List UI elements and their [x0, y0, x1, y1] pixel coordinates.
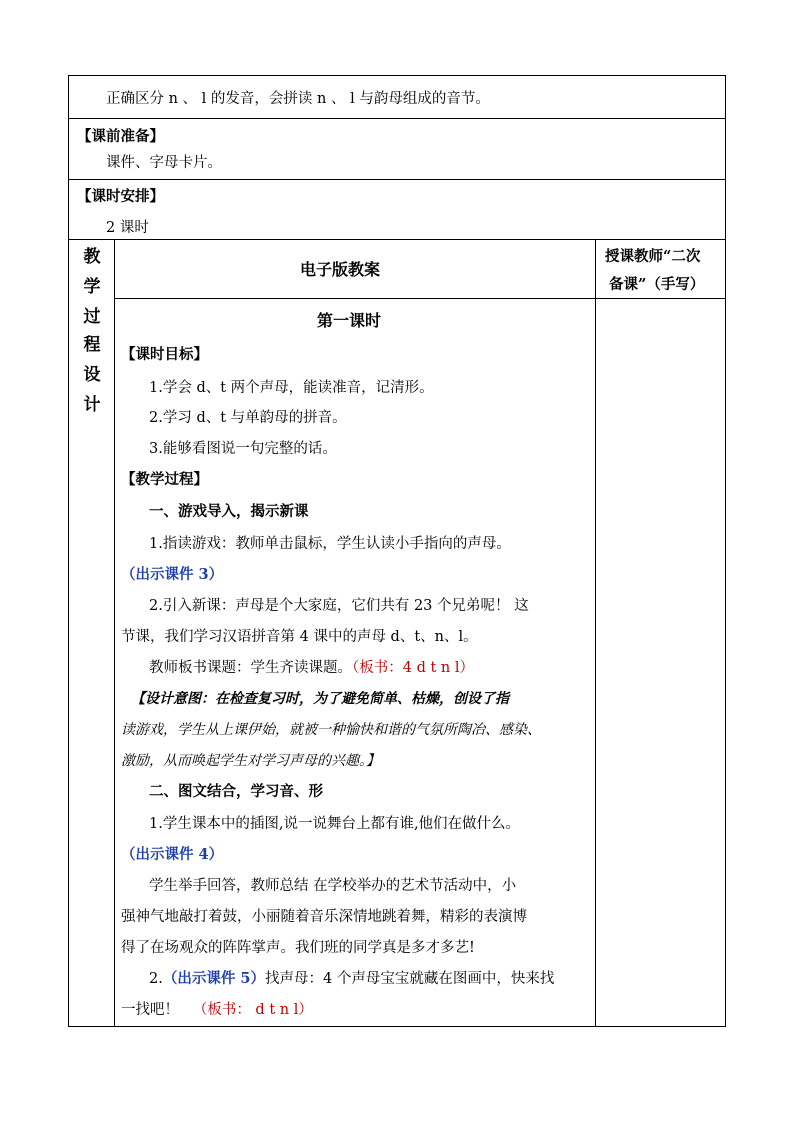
find-it-text: 一找吧！ — [121, 1002, 179, 1018]
section-2-para-3-line-1 — [149, 969, 554, 989]
schedule-heading: 【课时安排】 — [77, 188, 164, 205]
design-intent-line-3: 激励，从而唤起学生对学习声母的兴趣。】 — [121, 753, 380, 769]
side-label-char: 计 — [83, 395, 101, 415]
border-right — [725, 75, 726, 1027]
row-divider-1 — [68, 118, 726, 119]
lesson-title: 第一课时 — [317, 311, 382, 330]
header-divider — [114, 298, 726, 299]
board-note-1: （板书：4 d t n l） — [352, 660, 474, 676]
col-divider-side — [114, 239, 115, 1027]
side-label-char: 教 — [83, 247, 101, 267]
prep-heading: 【课前准备】 — [77, 128, 164, 145]
border-bottom — [68, 1026, 726, 1027]
section-2-para-1: 1.学生课本中的插图,说一说舞台上都有谁,他们在做什么。 — [149, 816, 521, 832]
para-number: 2. — [149, 971, 163, 987]
objective-line: 正确区分 n 、 l 的发音，会拼读 n 、 l 与韵母组成的音节。 — [106, 91, 490, 107]
goal-1: 1.学会 d、t 两个声母，能读准音，记清形。 — [149, 380, 434, 396]
section-2-para-2-line-1: 学生举手回答，教师总结 在学校举办的艺术节活动中，小 — [149, 878, 517, 894]
design-intent-line-2: 读游戏，学生从上课伊始，就被一种愉快和谐的气氛所陶冶、感染、 — [121, 722, 541, 738]
side-label-char: 程 — [83, 335, 101, 355]
section-2-para-3-line-2 — [121, 1000, 313, 1020]
goals-heading: 【课时目标】 — [121, 346, 208, 363]
side-label-char: 过 — [83, 307, 101, 327]
teacher-col-line1: 授课教师“二次 — [605, 248, 701, 265]
process-heading: 【教学过程】 — [121, 471, 208, 488]
section-2-para-2-line-2: 强神气地敲打着鼓，小丽随着音乐深情地跳着舞，精彩的表演博 — [121, 909, 527, 925]
plan-title: 电子版教案 — [300, 260, 381, 279]
border-left — [68, 75, 69, 1027]
show-courseware-5: （出示课件 5） — [162, 970, 265, 987]
show-courseware-4: （出示课件 4） — [121, 846, 224, 863]
side-label-char: 学 — [83, 277, 101, 297]
section-1-para-2-line-1: 2.引入新课：声母是个大家庭，它们共有 23 个兄弟呢！ 这 — [149, 598, 529, 614]
section-1-para-3 — [149, 658, 474, 678]
section-2-title: 二、图文结合，学习音、形 — [149, 783, 323, 800]
schedule-content: 2 课时 — [106, 220, 149, 236]
goal-3: 3.能够看图说一句完整的话。 — [149, 441, 337, 457]
side-label-char: 设 — [83, 365, 101, 385]
section-1-title: 一、游戏导入，揭示新课 — [149, 503, 309, 520]
board-topic-text: 教师板书课题：学生齐读课题。 — [149, 660, 352, 676]
goal-2: 2.学习 d、t 与单韵母的拼音。 — [149, 410, 347, 426]
prep-content: 课件、字母卡片。 — [106, 155, 222, 171]
border-top — [68, 75, 726, 76]
section-1-para-1: 1.指读游戏：教师单击鼠标，学生认读小手指向的声母。 — [149, 536, 511, 552]
show-courseware-3: （出示课件 3） — [121, 566, 224, 583]
row-divider-2 — [68, 179, 726, 180]
section-1-para-2-line-2: 节课，我们学习汉语拼音第 4 课中的声母 d、t、n、l。 — [121, 629, 478, 645]
section-2-para-2-line-3: 得了在场观众的阵阵掌声。我们班的同学真是多才多艺! — [121, 940, 475, 956]
find-initials-text: 找声母：4 个声母宝宝就藏在图画中，快来找 — [264, 971, 555, 987]
design-intent-line-1: 【设计意图：在检查复习时，为了避免简单、枯燥，创设了指 — [131, 691, 509, 707]
row-divider-3 — [68, 239, 726, 240]
col-divider-teacher — [595, 239, 596, 1027]
teacher-col-line2: 备课”（手写） — [609, 276, 705, 293]
board-note-2: （板书： d t n l） — [192, 1002, 313, 1018]
